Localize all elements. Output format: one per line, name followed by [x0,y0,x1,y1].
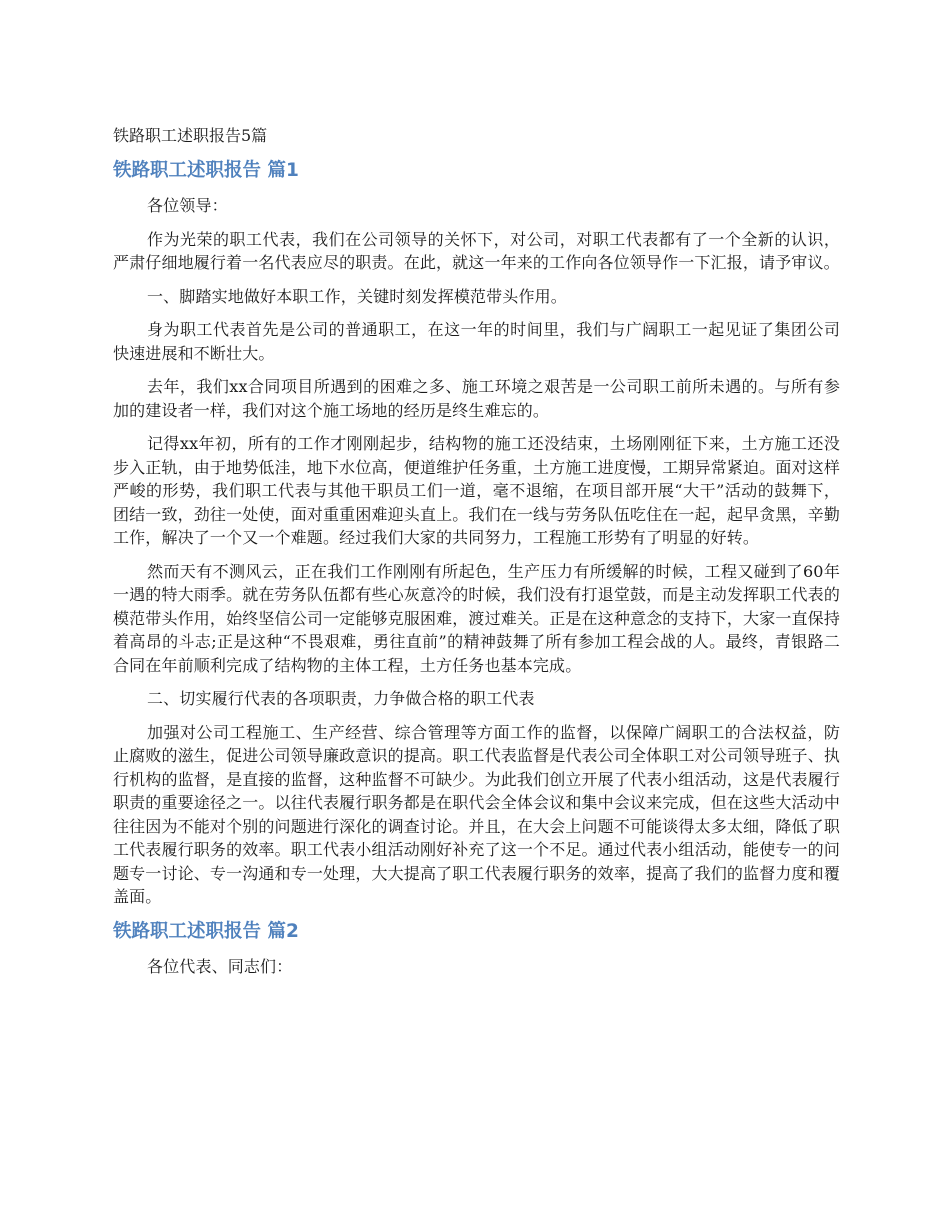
paragraph: 身为职工代表首先是公司的普通职工，在这一年的时间里，我们与广阔职工一起见证了集团公司快速进展和不断壮大。 [113,320,840,363]
section-2 [113,919,840,979]
paragraph: 加强对公司工程施工、生产经营、综合管理等方面工作的监督，以保障广阔职工的合法权益，防止腐败的滋生，促进公司领导廉政意识的提高。职工代表监督是代表公司全体职工对公司领导班子、执行机构的监督，是直接的监督，这种监督不可缺少。为此我们创立开展了代表小组活动，这是代表履行职责的重要途径之一。以往代表履行职务都是在职代会全体会议和集中会议来完成，但在这些大活动中往往因为不能对个别的问题进行深化的调查讨论。并且，在大会上问题不可能谈得太多太细，降低了职工代表履行职务的效率。职工代表小组活动刚好补充了这一个不足。通过代表小组活动，能使专一的问题专一讨论、专一沟通和专一处理，大大提高了职工代表履行职务的效率，提高了我们的监督力度和覆盖面。 [113,722,840,906]
paragraph: 各位领导： [147,196,228,215]
section-heading: 铁路职工述职报告 篇1 [113,160,299,181]
paragraph: 二、切实履行代表的各项职责，力争做合格的职工代表 [147,689,535,708]
paragraph: 记得xx年初，所有的工作才刚刚起步，结构物的施工还没结束，土场刚刚征下来，土方施工还没步入正轨，由于地势低洼，地下水位高，便道维护任务重，土方施工进度慢，工期异常紧迫。面对这样严峻的形势，我们职工代表与其他干职员工们一道，毫不退缩，在项目部开展“大干”活动的鼓舞下，团结一致，劲往一处使，面对重重困难迎头直上。我们在一线与劳务队伍吃住在一起，起早贪黑，辛勤工作，解决了一个又一个难题。经过我们大家的共同努力，工程施工形势有了明显的好转。 [113,434,840,547]
paragraph: 作为光荣的职工代表，我们在公司领导的关怀下，对公司，对职工代表都有了一个全新的认识，严肃仔细地履行着一名代表应尽的职责。在此，就这一年来的工作向各位领导作一下汇报，请予审议。 [113,229,840,272]
document-page [113,124,840,988]
paragraph: 然而天有不测风云，正在我们工作刚刚有所起色，生产压力有所缓解的时候，工程又碰到了60年一遇的特大雨季。就在劳务队伍都有些心灰意冷的时候，我们没有打退堂鼓，而是主动发挥职工代表的模范带头作用，始终坚信公司一定能够克服困难，渡过难关。正是在这种意念的支持下，大家一直保持着高昂的斗志;正是这种“不畏艰难，勇往直前”的精神鼓舞了所有参加工程会战的人。最终，青银路二合同在年前顺利完成了结构物的主体工程，土方任务也基本完成。 [113,561,840,675]
section-heading: 铁路职工述职报告 篇2 [113,920,299,942]
paragraph: 各位代表、同志们： [147,956,293,976]
paragraph: 去年，我们xx合同项目所遇到的困难之多、施工环境之艰苦是一公司职工前所未遇的。与所有参加的建设者一样，我们对这个施工场地的经历是终生难忘的。 [113,377,840,420]
document-title: 铁路职工述职报告5篇 [113,126,268,145]
paragraph: 一、脚踏实地做好本职工作，关键时刻发挥模范带头作用。 [147,286,567,306]
section-1 [113,158,840,909]
